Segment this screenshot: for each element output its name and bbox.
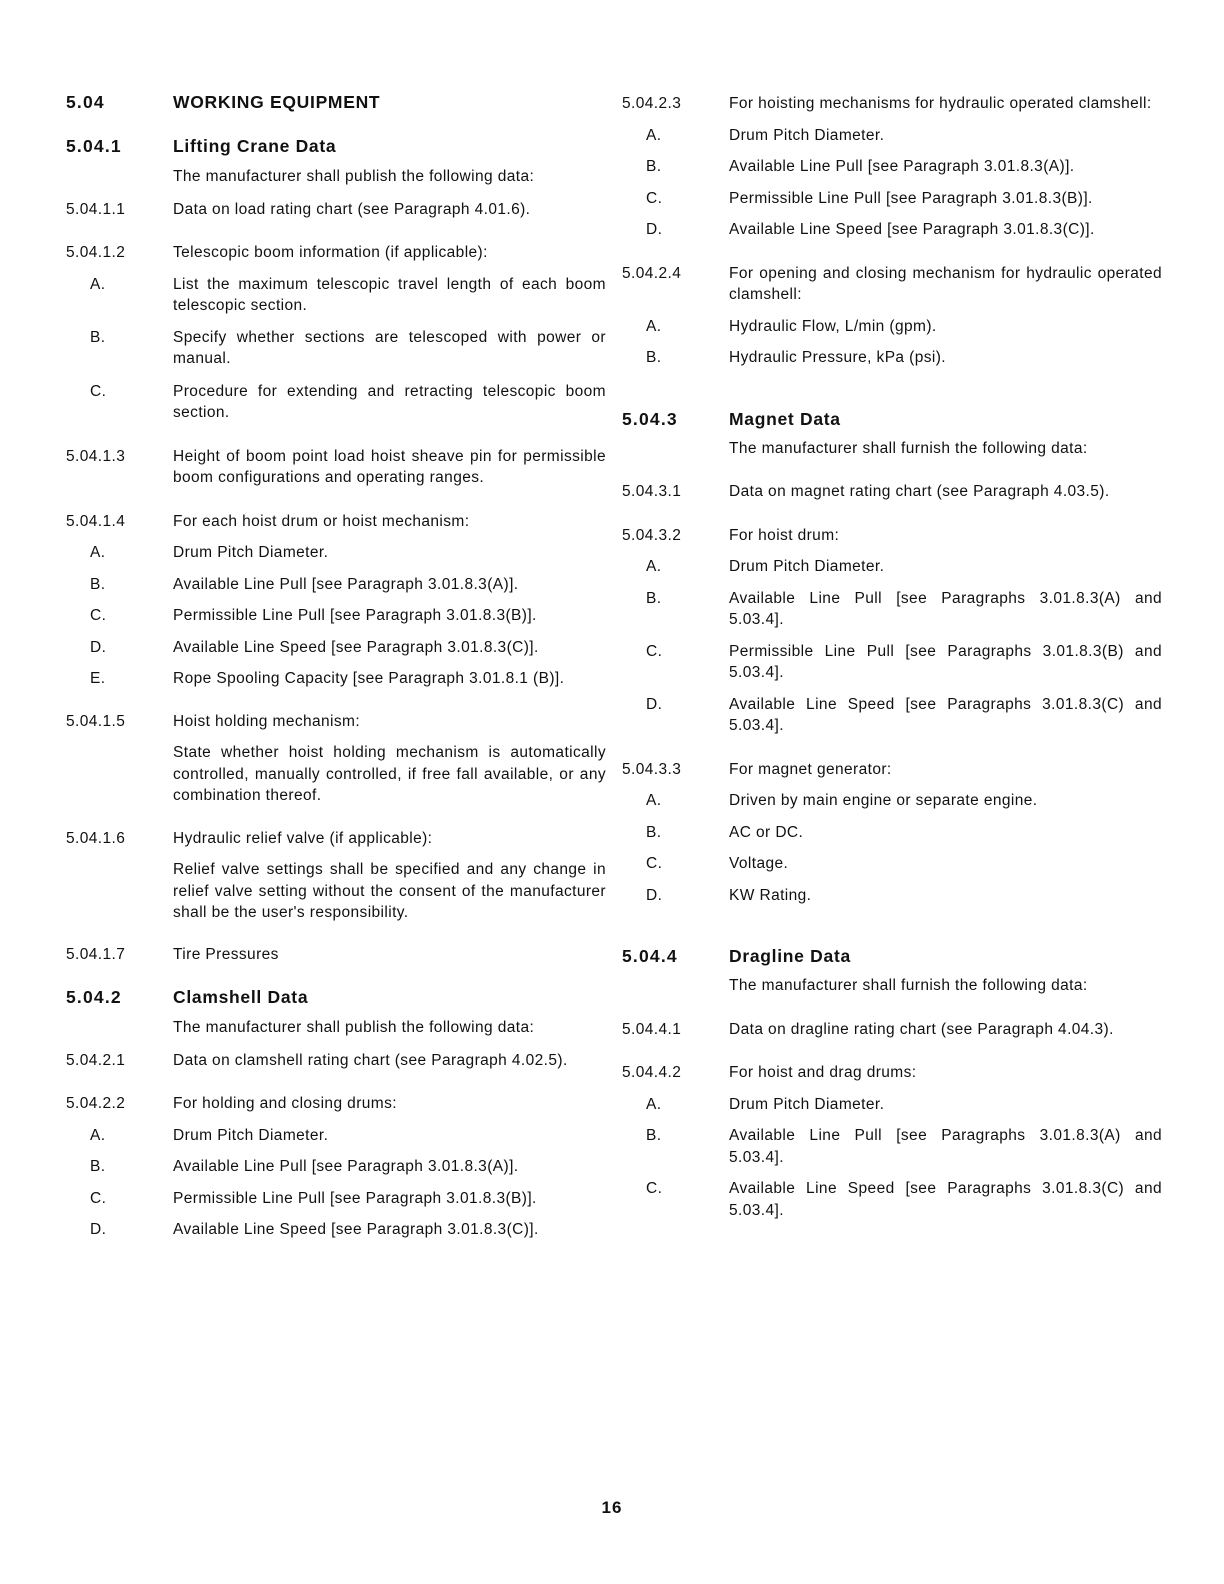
page-number: 16 bbox=[601, 1498, 623, 1517]
list-item bbox=[622, 641, 1162, 684]
paragraph-text: Permissible Line Pull [see Paragraph 3.01.8.3(B)]. bbox=[173, 1189, 537, 1207]
paragraph-text: Drum Pitch Diameter. bbox=[729, 126, 885, 144]
list-item bbox=[622, 347, 1162, 369]
paragraph bbox=[66, 242, 606, 264]
list-letter: C. bbox=[90, 382, 107, 400]
list-item bbox=[66, 1125, 606, 1147]
paragraph bbox=[66, 944, 606, 966]
paragraph-text: Permissible Line Pull [see Paragraph 3.01.8.3(B)]. bbox=[173, 607, 537, 624]
paragraph-text: Specify whether sections are telescoped with power or manual. bbox=[173, 328, 606, 367]
list-item bbox=[66, 668, 606, 690]
paragraph-number: 5.04.2.4 bbox=[622, 264, 682, 282]
paragraph-text: Drum Pitch Diameter. bbox=[729, 1095, 885, 1113]
paragraph-text: Data on load rating chart (see Paragraph 4.01.6). bbox=[173, 200, 531, 218]
section-heading bbox=[66, 985, 606, 1009]
paragraph-body bbox=[66, 742, 606, 807]
paragraph-text: Available Line Speed [see Paragraphs 3.01.8.3(C) and 5.03.4]. bbox=[729, 1180, 1162, 1219]
list-letter: A. bbox=[646, 317, 662, 335]
paragraph-text: For magnet generator: bbox=[729, 760, 892, 778]
list-item bbox=[622, 556, 1162, 578]
paragraph-number: 5.04.3 bbox=[622, 408, 678, 429]
list-letter: E. bbox=[90, 670, 106, 687]
list-item bbox=[622, 790, 1162, 812]
paragraph-text: Driven by main engine or separate engine. bbox=[729, 792, 1038, 809]
list-letter: D. bbox=[646, 886, 663, 904]
list-item bbox=[622, 885, 1162, 907]
section-heading bbox=[622, 407, 1162, 431]
list-item bbox=[622, 1094, 1162, 1116]
list-letter: D. bbox=[646, 695, 663, 713]
list-letter: C. bbox=[646, 855, 663, 872]
list-letter: B. bbox=[646, 349, 662, 366]
paragraph-text: Telescopic boom information (if applicable): bbox=[173, 244, 488, 261]
list-item bbox=[622, 188, 1162, 210]
paragraph-text: For hoisting mechanisms for hydraulic operated clamshell: bbox=[729, 95, 1152, 112]
paragraph-text: Rope Spooling Capacity [see Paragraph 3.01.8.1 (B)]. bbox=[173, 670, 565, 687]
heading-text: WORKING EQUIPMENT bbox=[173, 92, 381, 112]
list-letter: C. bbox=[646, 642, 663, 660]
paragraph-number: 5.04 bbox=[66, 92, 105, 112]
list-item bbox=[66, 605, 606, 627]
paragraph-number: 5.04.3.1 bbox=[622, 483, 682, 500]
paragraph-text: For each hoist drum or hoist mechanism: bbox=[173, 512, 470, 530]
heading-text: Lifting Crane Data bbox=[173, 136, 337, 156]
paragraph bbox=[66, 1093, 606, 1115]
paragraph-body bbox=[66, 166, 606, 188]
list-letter: A. bbox=[646, 1095, 662, 1113]
paragraph-number: 5.04.1 bbox=[66, 136, 122, 156]
paragraph-text: KW Rating. bbox=[729, 886, 812, 904]
paragraph-text: AC or DC. bbox=[729, 823, 804, 841]
list-item bbox=[66, 1188, 606, 1210]
paragraph bbox=[66, 199, 606, 221]
list-letter: A. bbox=[646, 126, 662, 144]
list-letter: A. bbox=[90, 1126, 106, 1144]
paragraph-text: Height of boom point load hoist sheave pin for permissible boom configurations and operating ranges. bbox=[173, 447, 606, 486]
paragraph-text: The manufacturer shall publish the following data: bbox=[173, 168, 535, 185]
list-item bbox=[622, 694, 1162, 737]
section-heading bbox=[66, 134, 606, 158]
list-letter: A. bbox=[90, 275, 106, 293]
paragraph-number: 5.04.3.2 bbox=[622, 526, 682, 544]
paragraph-text: Available Line Speed [see Paragraph 3.01.8.3(C)]. bbox=[173, 638, 539, 656]
paragraph-number: 5.04.4.2 bbox=[622, 1064, 682, 1081]
paragraph-number: 5.04.2.1 bbox=[66, 1051, 126, 1069]
paragraph-text: Hydraulic Pressure, kPa (psi). bbox=[729, 349, 947, 366]
paragraph-number: 5.04.1.6 bbox=[66, 829, 126, 847]
left-column bbox=[66, 90, 606, 1241]
list-letter: A. bbox=[646, 792, 662, 809]
list-letter: B. bbox=[646, 589, 662, 607]
paragraph-text: For holding and closing drums: bbox=[173, 1095, 397, 1112]
list-item bbox=[66, 381, 606, 424]
paragraph-text: For hoist and drag drums: bbox=[729, 1064, 917, 1081]
paragraph-text: The manufacturer shall furnish the following data: bbox=[729, 439, 1088, 457]
paragraph bbox=[66, 1050, 606, 1072]
paragraph bbox=[622, 525, 1162, 547]
paragraph-number: 5.04.2.3 bbox=[622, 95, 682, 112]
paragraph-number: 5.04.2.2 bbox=[66, 1095, 126, 1112]
paragraph-text: Hydraulic relief valve (if applicable): bbox=[173, 829, 433, 847]
list-letter: A. bbox=[90, 544, 106, 561]
list-letter: B. bbox=[90, 1158, 106, 1175]
paragraph-text: Available Line Pull [see Paragraph 3.01.8.3(A)]. bbox=[173, 575, 519, 593]
paragraph-number: 5.04.1.4 bbox=[66, 512, 126, 530]
list-letter: B. bbox=[646, 1127, 662, 1144]
list-letter: B. bbox=[90, 575, 106, 593]
list-item bbox=[622, 156, 1162, 178]
paragraph-text: The manufacturer shall furnish the following data: bbox=[729, 977, 1088, 994]
list-letter: D. bbox=[90, 638, 107, 656]
list-letter: D. bbox=[646, 221, 663, 238]
list-item bbox=[622, 588, 1162, 631]
list-letter: C. bbox=[90, 1189, 107, 1207]
paragraph-text: Available Line Pull [see Paragraph 3.01.8.3(A)]. bbox=[173, 1158, 519, 1175]
paragraph-text: Available Line Pull [see Paragraph 3.01.8.3(A)]. bbox=[729, 158, 1075, 175]
paragraph-text: Drum Pitch Diameter. bbox=[729, 558, 885, 575]
list-letter: B. bbox=[646, 823, 662, 841]
paragraph bbox=[66, 711, 606, 733]
section-heading bbox=[622, 944, 1162, 968]
paragraph-text: Hydraulic Flow, L/min (gpm). bbox=[729, 317, 937, 335]
right-column bbox=[622, 90, 1162, 1221]
paragraph-text: Available Line Speed [see Paragraph 3.01.8.3(C)]. bbox=[173, 1221, 539, 1238]
paragraph-text: Drum Pitch Diameter. bbox=[173, 1126, 329, 1144]
list-item bbox=[622, 822, 1162, 844]
paragraph bbox=[622, 1062, 1162, 1084]
paragraph-text: Relief valve settings shall be specified and any change in relief valve setting without the consent of the manufacturer shall be the user's responsibility. bbox=[173, 861, 606, 921]
list-letter: C. bbox=[90, 607, 107, 624]
paragraph-number: 5.04.3.3 bbox=[622, 760, 682, 778]
paragraph-text: Voltage. bbox=[729, 855, 789, 872]
paragraph-text: Available Line Pull [see Paragraphs 3.01.8.3(A) and 5.03.4]. bbox=[729, 1127, 1162, 1166]
paragraph bbox=[66, 511, 606, 533]
paragraph-number: 5.04.1.2 bbox=[66, 244, 126, 261]
paragraph-body bbox=[622, 438, 1162, 460]
list-letter: C. bbox=[646, 189, 663, 207]
paragraph bbox=[622, 93, 1162, 115]
paragraph-text: Data on dragline rating chart (see Paragraph 4.04.3). bbox=[729, 1020, 1114, 1038]
paragraph-text: For hoist drum: bbox=[729, 526, 840, 544]
paragraph-text: Hoist holding mechanism: bbox=[173, 712, 361, 730]
list-item bbox=[622, 1125, 1162, 1168]
list-letter: A. bbox=[646, 558, 662, 575]
paragraph-body bbox=[622, 975, 1162, 997]
paragraph-text: Permissible Line Pull [see Paragraphs 3.01.8.3(B) and 5.03.4]. bbox=[729, 642, 1162, 681]
paragraph-text: Data on magnet rating chart (see Paragraph 4.03.5). bbox=[729, 483, 1110, 500]
heading-text: Dragline Data bbox=[729, 946, 851, 966]
list-item bbox=[66, 327, 606, 370]
paragraph-number: 5.04.2 bbox=[66, 987, 122, 1007]
paragraph-text: Permissible Line Pull [see Paragraph 3.01.8.3(B)]. bbox=[729, 189, 1093, 207]
paragraph bbox=[66, 446, 606, 489]
list-item bbox=[66, 542, 606, 564]
paragraph bbox=[622, 263, 1162, 306]
heading-text: Clamshell Data bbox=[173, 987, 309, 1007]
list-item bbox=[66, 637, 606, 659]
list-item bbox=[66, 1156, 606, 1178]
list-item bbox=[622, 853, 1162, 875]
paragraph-number: 5.04.1.5 bbox=[66, 712, 126, 730]
list-item bbox=[66, 1219, 606, 1241]
paragraph bbox=[622, 1019, 1162, 1041]
paragraph-body bbox=[66, 1017, 606, 1039]
paragraph-body bbox=[66, 859, 606, 924]
paragraph-number: 5.04.4 bbox=[622, 946, 678, 966]
paragraph-text: Available Line Speed [see Paragraph 3.01.8.3(C)]. bbox=[729, 221, 1095, 238]
list-item bbox=[66, 274, 606, 317]
list-item bbox=[622, 1178, 1162, 1221]
heading-text: Magnet Data bbox=[729, 408, 841, 429]
paragraph-number: 5.04.1.1 bbox=[66, 200, 126, 218]
paragraph-text: Available Line Speed [see Paragraphs 3.01.8.3(C) and 5.03.4]. bbox=[729, 695, 1162, 734]
paragraph-text: Procedure for extending and retracting telescopic boom section. bbox=[173, 382, 606, 421]
paragraph-number: 5.04.1.7 bbox=[66, 945, 126, 963]
paragraph-text: For opening and closing mechanism for hydraulic operated clamshell: bbox=[729, 264, 1162, 303]
paragraph-text: Data on clamshell rating chart (see Paragraph 4.02.5). bbox=[173, 1051, 568, 1069]
paragraph-text: Drum Pitch Diameter. bbox=[173, 544, 329, 561]
list-letter: D. bbox=[90, 1221, 107, 1238]
paragraph-text: The manufacturer shall publish the following data: bbox=[173, 1019, 535, 1036]
paragraph-text: Available Line Pull [see Paragraphs 3.01.8.3(A) and 5.03.4]. bbox=[729, 589, 1162, 628]
paragraph bbox=[66, 828, 606, 850]
paragraph-number: 5.04.1.3 bbox=[66, 447, 126, 465]
list-letter: B. bbox=[90, 328, 106, 346]
list-letter: B. bbox=[646, 158, 662, 175]
paragraph-number: 5.04.4.1 bbox=[622, 1020, 682, 1038]
list-item bbox=[66, 574, 606, 596]
list-item bbox=[622, 219, 1162, 241]
list-item bbox=[622, 125, 1162, 147]
section-heading bbox=[66, 90, 606, 114]
list-letter: C. bbox=[646, 1180, 663, 1197]
list-item bbox=[622, 316, 1162, 338]
paragraph bbox=[622, 759, 1162, 781]
paragraph-text: State whether hoist holding mechanism is automatically controlled, manually controlled, if free fall available, or any combination thereof. bbox=[173, 744, 606, 804]
paragraph bbox=[622, 481, 1162, 503]
paragraph-text: Tire Pressures bbox=[173, 945, 279, 963]
paragraph-text: List the maximum telescopic travel length of each boom telescopic section. bbox=[173, 275, 606, 314]
